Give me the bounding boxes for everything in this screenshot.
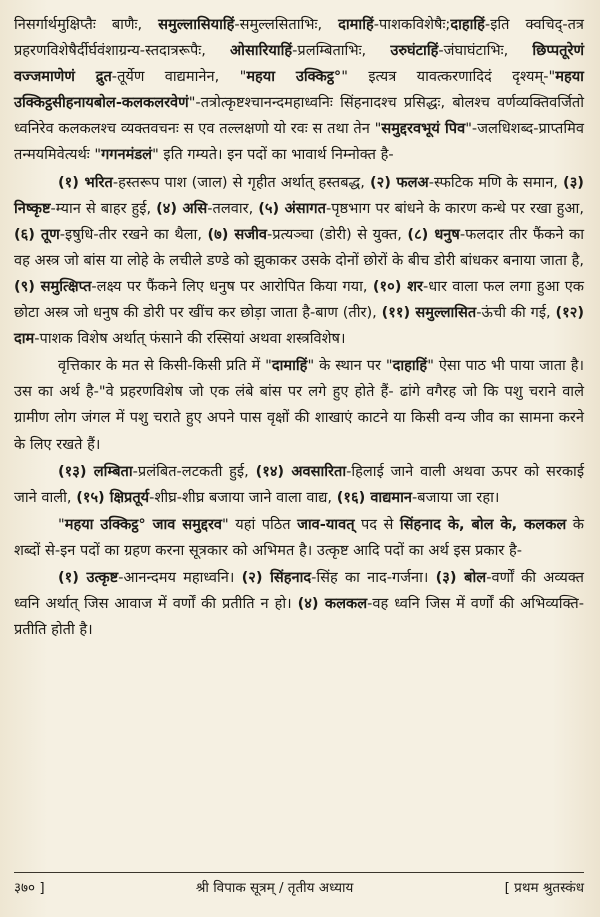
text-run: " यहां पठित [222, 515, 298, 533]
text-run: -सिंह का नाद-गर्जना। [311, 568, 436, 586]
page-footer [14, 878, 584, 896]
text-run: -तलवार, [207, 199, 259, 217]
bold-term: (२) फलअ [369, 173, 429, 191]
text-run: -वह ध्वनि जिस में वर्णों की अभिव्यक्ति-प्रतीति होती है। [14, 595, 584, 639]
text-run: -तूर्येण वाद्यमानेन, " [111, 68, 247, 86]
text-run: -धार वाला फल लगा हुआ एक छोटा अस्त्र जो धनुष की डोरी पर खींच कर छोड़ा जाता है-बाण (तीर), [14, 277, 584, 322]
bold-term: महया उक्किट्ठ° जाव समुद्दरव [64, 515, 223, 533]
bold-term: (१) भरित [58, 173, 113, 191]
paragraph [14, 12, 584, 169]
bold-term: (३) निष्कृष्ट [14, 173, 584, 217]
text-run: -पाशकविशेषैः; [373, 16, 451, 33]
text-run: " ऐसा पाठ भी पाया जाता है। उस का अर्थ है-"वे प्रहरणविशेष जो एक लंबे बांस पर लगे हुए होते हैं- ढांगे वगैरह जो कि पशु चराने वाले ग्रामीण लोग जंगल में पशु चराते हुए अपने पास वृक्षों की शाखाएं काटने या किसी वन्य जीव का सामना करने के लिए रखते हैं। [14, 357, 585, 453]
text-run: -पृष्ठभाग पर बांधने के कारण कन्धे पर रखा हुआ, [325, 199, 584, 217]
bold-term: (११) समुल्लासित [381, 304, 477, 322]
text-run: -वर्णों की अव्यक्त ध्वनि अर्थात् जिस आवाज में वर्णों की प्रतीति न हो। [14, 568, 584, 613]
bold-term: दामाहिं [271, 357, 308, 375]
text-run: -हिलाई जाने वाली अथवा ऊपर को सरकाई जाने वाली, [14, 462, 585, 506]
bold-term: (७) सजीव [207, 225, 268, 243]
bold-term: (४) असि [156, 199, 208, 217]
bold-term: समुद्दरवभूयं पिव [381, 120, 466, 138]
bold-term: महया उक्किट्ठसीहनायबोल-कलकलरवेणं [14, 68, 584, 112]
paragraph [14, 353, 584, 457]
bold-term: महया उक्किट्ठ° [246, 68, 342, 86]
running-title: श्री विपाक सूत्रम् / तृतीय अध्याय [195, 880, 354, 896]
bold-term: (९) समुत्क्षिप्त [14, 277, 92, 295]
bold-term: समुल्लासियाहिं [158, 16, 235, 33]
bold-term: उरुघंटाहिं [390, 42, 439, 60]
text-run: -म्यान से बाहर हुई, [50, 199, 157, 217]
text-run: "-जलधिशब्द-प्राप्तमिव तन्मयमिवेत्यर्थः " [14, 120, 584, 164]
paragraph [14, 459, 584, 511]
text-run: -पाशक विशेष अर्थात् फंसाने की रस्सियां अथवा शस्त्रविशेष। [34, 330, 346, 348]
bold-term: (१४) अवसारिता [255, 462, 347, 480]
text-run: -आनन्दमय महाध्वनि। [118, 568, 242, 586]
text-run: -हस्तरूप पाश (जाल) से गृहीत अर्थात् हस्तबद्ध, [112, 173, 370, 191]
text-run: -समुल्लसिताभिः, [234, 16, 339, 33]
paragraph [14, 565, 584, 643]
text-run: पद से [354, 515, 400, 533]
text-run: -शीघ्र-शीघ्र बजाया जाने वाला वाद्य, [149, 488, 337, 506]
bold-term: छिप्पतूरेणं वज्जमाणेणं द्रुत [14, 42, 585, 86]
bold-term: (१५) क्षिप्रतूर्य [76, 488, 150, 506]
text-run: -फलदार तीर फैंकने का वह अस्त्र जो बांस या लोहे के लचीले डण्डे को झुकाकर उसके दोनों छोरों के बीच डोरी बांधकर बनाया जाता है, [14, 225, 584, 269]
section-label: [ प्रथम श्रुतस्कंध [504, 880, 584, 896]
bold-term: गगनमंडलं [101, 146, 153, 164]
bold-term: (१) उत्कृष्ट [58, 568, 119, 586]
text-run: -स्फटिक मणि के समान, [428, 173, 564, 191]
bold-term: (१३) लम्बिता [58, 462, 133, 480]
text-run: -बजाया जा रहा। [412, 488, 500, 506]
text-run: -लक्ष्य पर फैंकने लिए धनुष पर आरोपित किया गया, [91, 277, 373, 295]
page-number: ३७० ] [14, 880, 45, 896]
text-run: " [58, 515, 65, 533]
bold-term: (५) अंसागत [258, 199, 326, 217]
body-text [14, 12, 584, 643]
footer-rule [14, 872, 584, 873]
paragraph [14, 170, 584, 353]
bold-term: (१२) दाम [14, 304, 584, 348]
text-run: -ऊंची की गई, [476, 304, 556, 322]
paragraph [14, 512, 584, 564]
bold-term: सिंहनाद के, बोल के, कलकल [399, 515, 567, 533]
bold-term: दाहाहिं [392, 357, 428, 375]
text-run: -प्रत्यञ्चा (डोरी) से युक्त, [267, 225, 408, 243]
text-run: -इषुधि-तीर रखने का थैला, [59, 225, 208, 243]
text-run: "-तत्रोत्कृष्टश्चानन्दमहाध्वनिः सिंहनादश्च प्रसिद्धः, बोलश्च वर्णव्यक्तिवर्जितो ध्वनिरेव कलकलश्च व्यक्तवचनः स एव तल्लक्षणो यो रवः स तथा तेन " [14, 94, 584, 138]
bold-term: (२) सिंहनाद [241, 568, 312, 586]
bold-term: (१०) शर [372, 277, 423, 295]
text-run: के शब्दों से-इन पदों का ग्रहण करना सूत्रकार को अभिमत है। उत्कृष्ट आदि पदों का अर्थ इस प्रकार है- [14, 515, 584, 559]
bold-term: (३) बोल [435, 568, 487, 586]
text-run: -प्रलम्बिताभिः, [292, 42, 391, 60]
text-run: -जंघाघंटाभिः, [438, 42, 533, 60]
text-run: -प्रलंबित-लटकती हुई, [132, 462, 256, 480]
bold-term: दाहाहिं [450, 16, 485, 33]
text-run: निसर्गार्थमुक्षिप्तैः बाणैः, [14, 16, 159, 33]
bold-term: (८) धनुष [407, 225, 460, 243]
text-run: " इत्यत्र यावत्करणादिदं दृश्यम्-" [341, 68, 556, 86]
text-run: वृत्तिकार के मत से किसी-किसी प्रति में " [58, 357, 272, 375]
text-run: " के स्थान पर " [307, 357, 393, 375]
bold-term: दामाहिं [338, 16, 374, 33]
bold-term: ओसारियाहिं [230, 42, 293, 60]
text-run: -इति क्वचिद्-तत्र प्रहरणविशेषैर्दीर्घवंशाग्रन्य-स्तदात्ररूपैः, [14, 16, 584, 60]
bold-term: (४) कलकल [297, 595, 368, 613]
bold-term: (६) तूण [14, 225, 60, 243]
text-run: " इति गम्यते। इन पदों का भावार्थ निम्नोक्त है- [152, 146, 394, 164]
bold-term: (१६) वाद्यमान [336, 488, 413, 506]
bold-term: जाव-यावत् [297, 515, 355, 533]
